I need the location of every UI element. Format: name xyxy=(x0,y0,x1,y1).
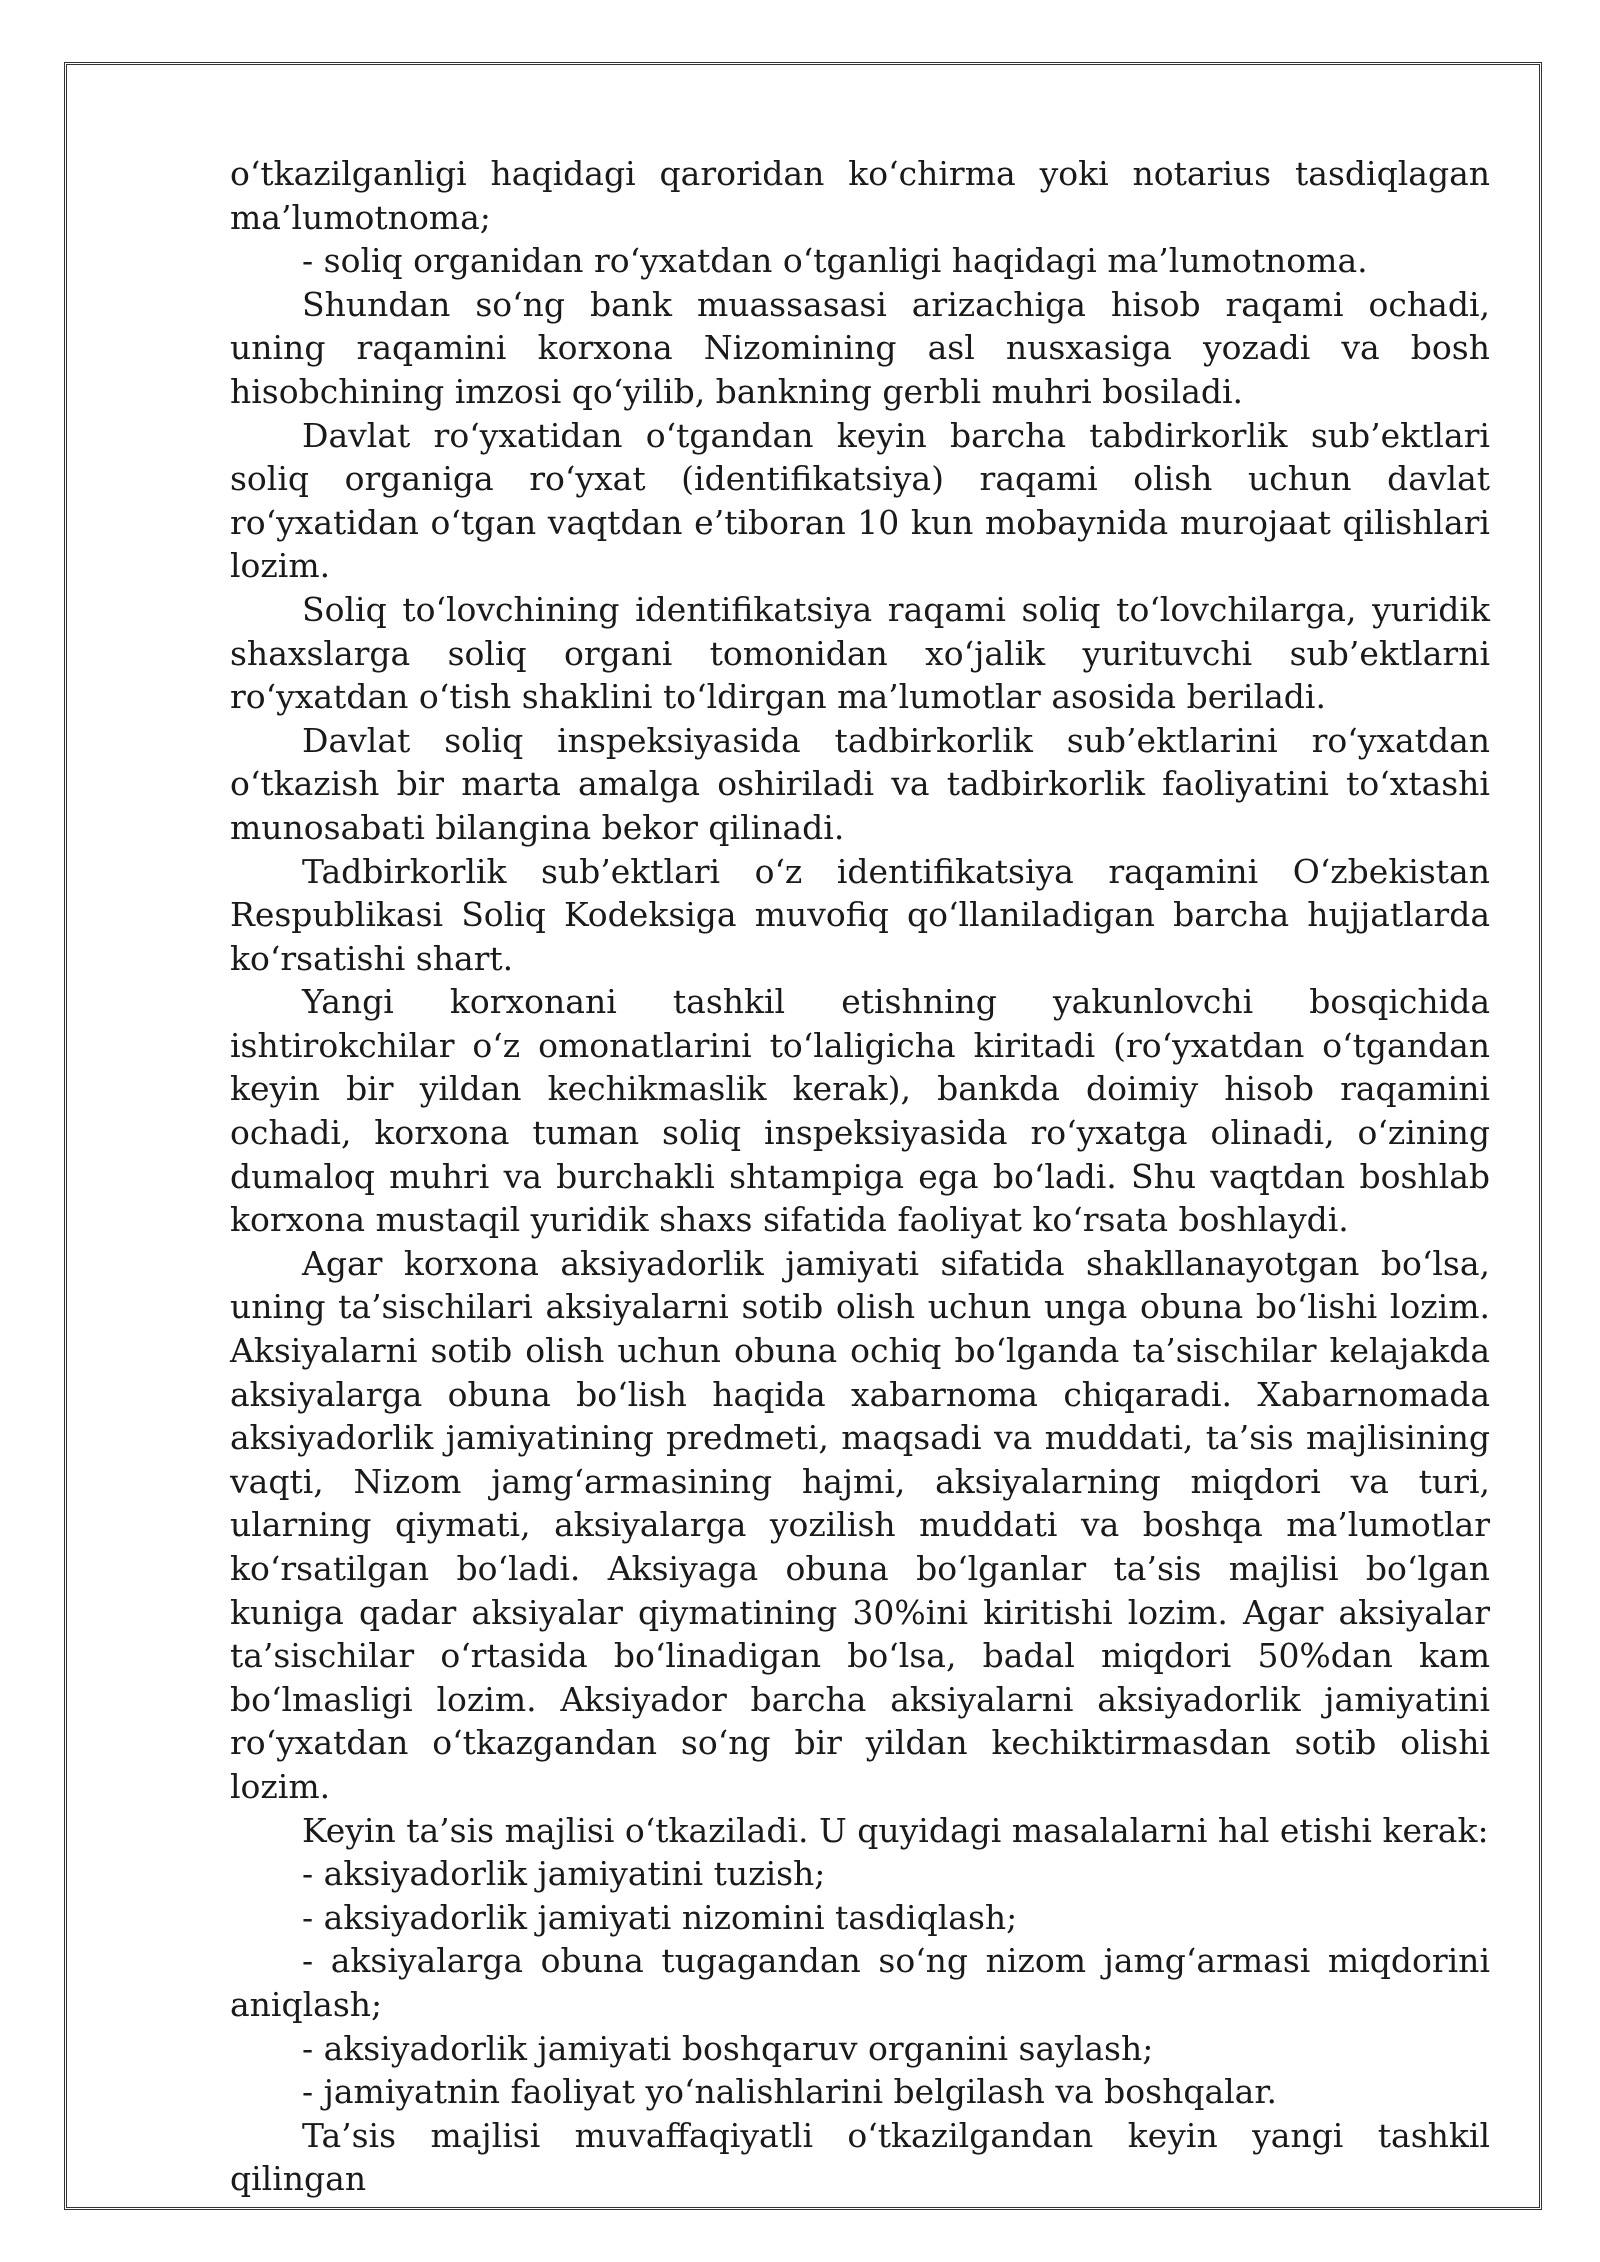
document-body xyxy=(230,152,1490,2201)
paragraph: Tadbirkorlik sub’ektlari o‘z identifikatsiya raqamini O‘zbekistan Respublikasi Soliq Kodeksiga muvofiq qo‘llaniladigan barcha hujjatlarda ko‘rsatishi shart. xyxy=(230,851,1490,978)
paragraph: Ta’sis majlisi muvaffaqiyatli o‘tkazilgandan keyin yangi tashkil qilingan xyxy=(230,2115,1490,2199)
list-item: - jamiyatnin faoliyat yo‘nalishlarini belgilash va boshqalar. xyxy=(302,2072,1277,2112)
paragraph: Yangi korxonani tashkil etishning yakunlovchi bosqichida ishtirokchilar o‘z omonatlarini to‘laligicha kiritadi (ro‘yxatdan o‘tgandan keyin bir yildan kechikmaslik kerak), bankda doimiy hisob raqamini ochadi, korxona tuman soliq inspeksiyasida ro‘yxatga olinadi, o‘zining dumaloq muhri va burchakli shtampiga ega bo‘ladi. Shu vaqtdan boshlab korxona mustaqil yuridik shaxs sifatida faoliyat ko‘rsata boshlaydi. xyxy=(230,982,1490,1240)
list-item: - aksiyalarga obuna tugagandan so‘ng nizom jamg‘armasi miqdorini aniqlash; xyxy=(230,1941,1490,2024)
list-item: - aksiyadorlik jamiyatini tuzish; xyxy=(302,1854,826,1894)
paragraph: - soliq organidan ro‘yxatdan o‘tganligi haqidagi ma’lumotnoma. xyxy=(302,241,1368,281)
paragraph: Davlat soliq inspeksiyasida tadbirkorlik sub’ektlarini ro‘yxatdan o‘tkazish bir marta amalga oshiriladi va tadbirkorlik faoliyatini to‘xtashi munosabati bilangina bekor qilinadi. xyxy=(230,720,1490,847)
list-item: - aksiyadorlik jamiyati nizomini tasdiqlash; xyxy=(302,1897,1018,1937)
paragraph: Davlat ro‘yxatidan o‘tgandan keyin barcha tabdirkorlik sub’ektlari soliq organiga ro‘yxat (identifikatsiya) raqami olish uchun davlat ro‘yxatidan o‘tgan vaqtdan e’tiboran 10 kun mobaynida murojaat qilishlari lozim. xyxy=(230,415,1490,586)
paragraph: Agar korxona aksiyadorlik jamiyati sifatida shakllanayotgan bo‘lsa, uning ta’sischilari aksiyalarni sotib olish uchun unga obuna bo‘lishi lozim. Aksiyalarni sotib olish uchun obuna ochiq bo‘lganda ta’sischilar kelajakda aksiyalarga obuna bo‘lish haqida xabarnoma chiqaradi. Xabarnomada aksiyadorlik jamiyatining predmeti, maqsadi va muddati, ta’sis majlisining vaqti, Nizom jamg‘armasining hajmi, aksiyalarning miqdori va turi, ularning qiymati, aksiyalarga yozilish muddati va boshqa ma’lumotlar ko‘rsatilgan bo‘ladi. Aksiyaga obuna bo‘lganlar ta’sis majlisi bo‘lgan kuniga qadar aksiyalar qiymatining 30%ini kiritishi lozim. Agar aksiyalar ta’sischilar o‘rtasida bo‘linadigan bo‘lsa, badal miqdori 50%dan kam bo‘lmasligi lozim. Aksiyador barcha aksiyalarni aksiyadorlik jamiyatini ro‘yxatdan o‘tkazgandan so‘ng bir yildan kechiktirmasdan sotib olishi lozim. xyxy=(230,1243,1490,1806)
paragraph: Keyin ta’sis majlisi o‘tkaziladi. U quyidagi masalalarni hal etishi kerak: xyxy=(302,1810,1489,1850)
paragraph: o‘tkazilganligi haqidagi qaroridan ko‘chirma yoki notarius tasdiqlagan ma’lumotnoma; xyxy=(230,154,1490,237)
paragraph: Soliq to‘lovchining identifikatsiya raqami soliq to‘lovchilarga, yuridik shaxslarga soliq organi tomonidan xo‘jalik yurituvchi sub’ektlarni ro‘yxatdan o‘tish shaklini to‘ldirgan ma’lumotlar asosida beriladi. xyxy=(230,589,1490,717)
list-item: - aksiyadorlik jamiyati boshqaruv organini saylash; xyxy=(302,2028,1154,2068)
paragraph: Shundan so‘ng bank muassasasi arizachiga hisob raqami ochadi, uning raqamini korxona Nizomining asl nusxasiga yozadi va bosh hisobchining imzosi qo‘yilib, bankning gerbli muhri bosiladi. xyxy=(230,284,1490,411)
